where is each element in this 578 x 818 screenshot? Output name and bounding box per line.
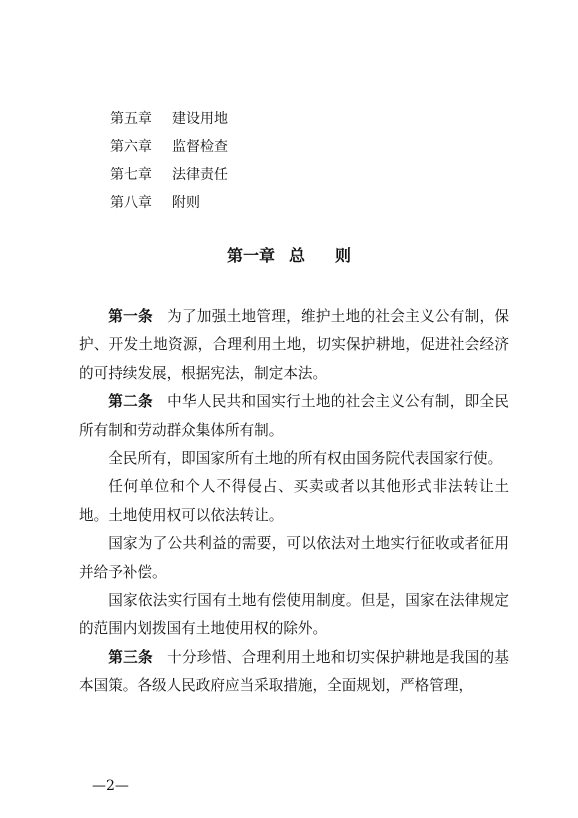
toc-chapter-number: 第六章	[110, 139, 152, 155]
article-2-clause-2	[79, 445, 509, 473]
toc-chapter-number: 第七章	[110, 167, 152, 183]
article-3-paragraph	[79, 644, 509, 701]
toc-chapter-number: 第八章	[110, 195, 152, 211]
toc-chapter-title: 法律责任	[172, 167, 228, 183]
article-1-paragraph	[79, 303, 509, 388]
chapter-number: 第一章	[226, 246, 275, 265]
toc-item-chapter-6	[110, 133, 228, 161]
article-label: 第一条	[108, 308, 153, 325]
page-number: —2—	[92, 778, 129, 794]
paragraph-text: 全民所有，即国家所有土地的所有权由国务院代表国家行使。	[108, 450, 503, 468]
law-body-text	[79, 303, 509, 701]
toc-item-chapter-5	[110, 105, 228, 133]
article-label: 第二条	[108, 393, 153, 411]
article-2-clause-5	[79, 587, 509, 644]
chapter-heading	[0, 244, 578, 268]
toc-chapter-number: 第五章	[110, 111, 152, 127]
toc-item-chapter-8	[110, 189, 228, 217]
table-of-contents	[110, 105, 228, 217]
paragraph-text: 国家依法实行国有土地有偿使用制度。但是，国家在法律规定的范围内划拨国有土地使用权的除外。	[79, 592, 509, 638]
toc-chapter-title: 建设用地	[172, 111, 228, 127]
paragraph-text: 十分珍惜、合理利用土地和切实保护耕地是我国的基本国策。各级人民政府应当采取措施，全面规划，严格管理，	[79, 648, 509, 695]
article-2-paragraph	[79, 388, 509, 445]
toc-item-chapter-7	[110, 161, 228, 189]
chapter-title-part-1: 总	[288, 246, 305, 265]
paragraph-text: 为了加强土地管理，维护土地的社会主义公有制，保护、开发土地资源，合理利用土地，切实保护耕地，促进社会经济的可持续发展，根据宪法，制定本法。	[79, 308, 509, 382]
paragraph-text: 中华人民共和国实行土地的社会主义公有制，即全民所有制和劳动群众集体所有制。	[79, 393, 509, 439]
article-2-clause-4	[79, 530, 509, 587]
article-label: 第三条	[108, 648, 153, 666]
toc-chapter-title: 监督检查	[172, 139, 228, 155]
article-2-clause-3	[79, 473, 509, 530]
paragraph-text: 国家为了公共利益的需要，可以依法对土地实行征收或者征用并给予补偿。	[79, 535, 509, 581]
toc-chapter-title: 附则	[172, 195, 200, 211]
paragraph-text: 任何单位和个人不得侵占、买卖或者以其他形式非法转让土地。土地使用权可以依法转让。	[79, 478, 509, 524]
chapter-title-part-2: 则	[335, 246, 352, 265]
